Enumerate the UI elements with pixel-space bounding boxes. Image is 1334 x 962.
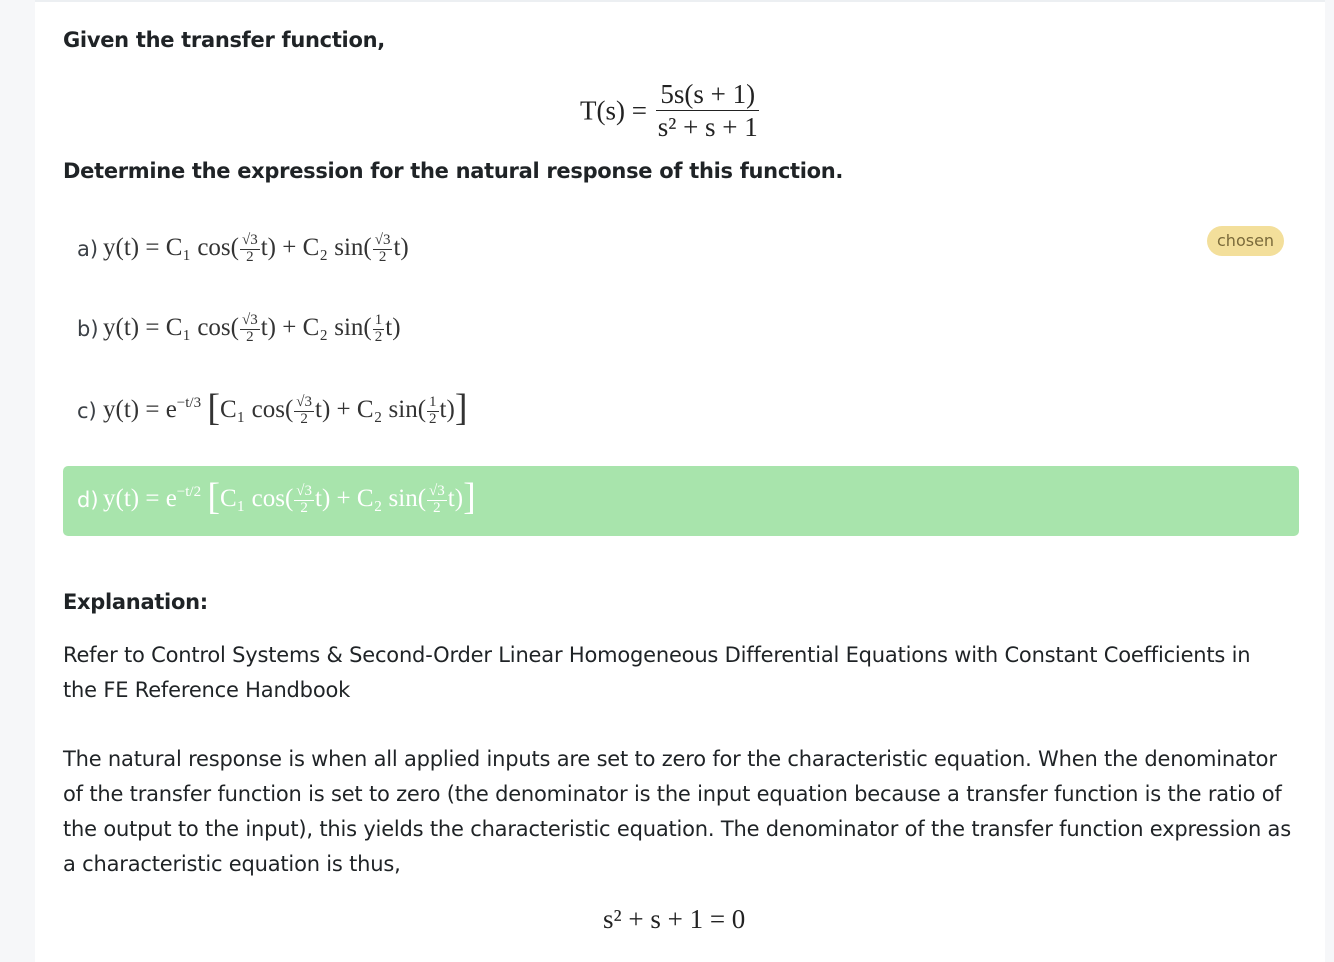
transfer-function-numerator: 5s(s + 1)	[656, 80, 759, 111]
expr-mid: t) + C₂ sin(	[260, 233, 372, 261]
expr-tail: t)	[385, 313, 401, 341]
fraction-numerator: 1	[374, 312, 383, 328]
expr-mid: t) + C₂ sin(	[315, 396, 427, 423]
transfer-function-lhs: T(s) =	[580, 95, 647, 126]
expr-exponent: −t/2	[176, 484, 202, 500]
expr-tail: t)	[393, 233, 409, 261]
left-bracket: [	[207, 387, 220, 429]
expr-fraction	[373, 313, 385, 346]
expr-fraction	[294, 484, 314, 517]
characteristic-equation: s² + s + 1 = 0	[603, 904, 746, 934]
body-line: the output to the input), this yields the characteristic equation. The denominator of the transfer function expression as	[63, 817, 1291, 841]
fraction-numerator: √3	[242, 232, 258, 248]
option-c[interactable]	[63, 377, 1299, 447]
body-line: The natural response is when all applied inputs are set to zero for the characteristic equation. When the denominator	[63, 747, 1277, 771]
transfer-function-denominator: s² + s + 1	[657, 112, 758, 143]
fraction-denominator: 2	[246, 328, 254, 345]
transfer-function-equation	[580, 80, 762, 142]
option-letter: d)	[77, 488, 99, 512]
expr-lead: y(t) = e	[103, 485, 177, 512]
expr-mid: t) + C₂ sin(	[260, 313, 372, 341]
option-expression	[103, 387, 468, 429]
expr-lead: y(t) = C₁ cos(	[103, 313, 239, 341]
expr-fraction	[240, 313, 260, 346]
question-card	[35, 0, 1325, 962]
left-bracket: [	[207, 476, 220, 518]
expr-exponent: −t/3	[176, 395, 202, 411]
fraction-numerator: √3	[296, 483, 313, 500]
option-letter: b)	[77, 317, 99, 341]
expr-mid: t) + C₂ sin(	[315, 485, 427, 512]
fraction-numerator: √3	[374, 232, 391, 248]
expr-fraction	[427, 484, 447, 517]
expr-fraction	[294, 395, 314, 428]
explanation-reference	[63, 638, 1299, 708]
fraction-numerator: 1	[429, 394, 437, 411]
chosen-badge: chosen	[1207, 226, 1284, 256]
fraction-denominator: 2	[246, 248, 254, 265]
question-prompt: Determine the expression for the natural response of this function.	[63, 159, 844, 183]
expr-fraction	[373, 233, 393, 266]
expr-inner-lead: C₁ cos(	[220, 396, 294, 423]
fraction-denominator: 2	[433, 499, 441, 516]
expr-fraction	[427, 395, 439, 428]
body-line: of the transfer function is set to zero (the denominator is the input equation because a transfer function is the ratio of	[63, 782, 1282, 806]
option-letter: a)	[77, 237, 99, 261]
explanation-heading: Explanation:	[63, 590, 208, 614]
transfer-function-fraction	[654, 80, 762, 142]
fraction-numerator: √3	[429, 483, 445, 500]
fraction-numerator: √3	[296, 394, 313, 411]
right-bracket: ]	[463, 476, 476, 518]
right-bracket: ]	[454, 387, 468, 429]
expr-tail: t)	[447, 485, 464, 512]
explanation-body	[63, 742, 1299, 882]
option-b[interactable]	[63, 295, 1299, 365]
fraction-denominator: 2	[374, 328, 383, 345]
option-expression	[103, 233, 409, 266]
reference-line: the FE Reference Handbook	[63, 678, 351, 702]
option-a[interactable]	[63, 215, 1299, 285]
body-line: a characteristic equation is thus,	[63, 852, 401, 876]
fraction-numerator: √3	[242, 312, 258, 328]
option-expression	[103, 313, 401, 346]
fraction-denominator: 2	[429, 410, 437, 427]
expr-lead: y(t) = C₁ cos(	[103, 233, 239, 261]
expr-fraction	[240, 233, 260, 266]
option-d-correct[interactable]	[63, 466, 1299, 536]
expr-lead: y(t) = e	[103, 396, 177, 423]
option-letter: c)	[77, 399, 97, 423]
fraction-denominator: 2	[378, 248, 387, 265]
fraction-denominator: 2	[300, 410, 308, 427]
fraction-denominator: 2	[300, 499, 308, 516]
expr-tail: t)	[439, 396, 455, 423]
question-intro: Given the transfer function,	[63, 28, 385, 52]
expr-inner-lead: C₁ cos(	[220, 485, 294, 512]
option-expression	[103, 476, 476, 518]
reference-line: Refer to Control Systems & Second-Order Linear Homogeneous Differential Equations with Constant Coefficients in	[63, 643, 1251, 667]
